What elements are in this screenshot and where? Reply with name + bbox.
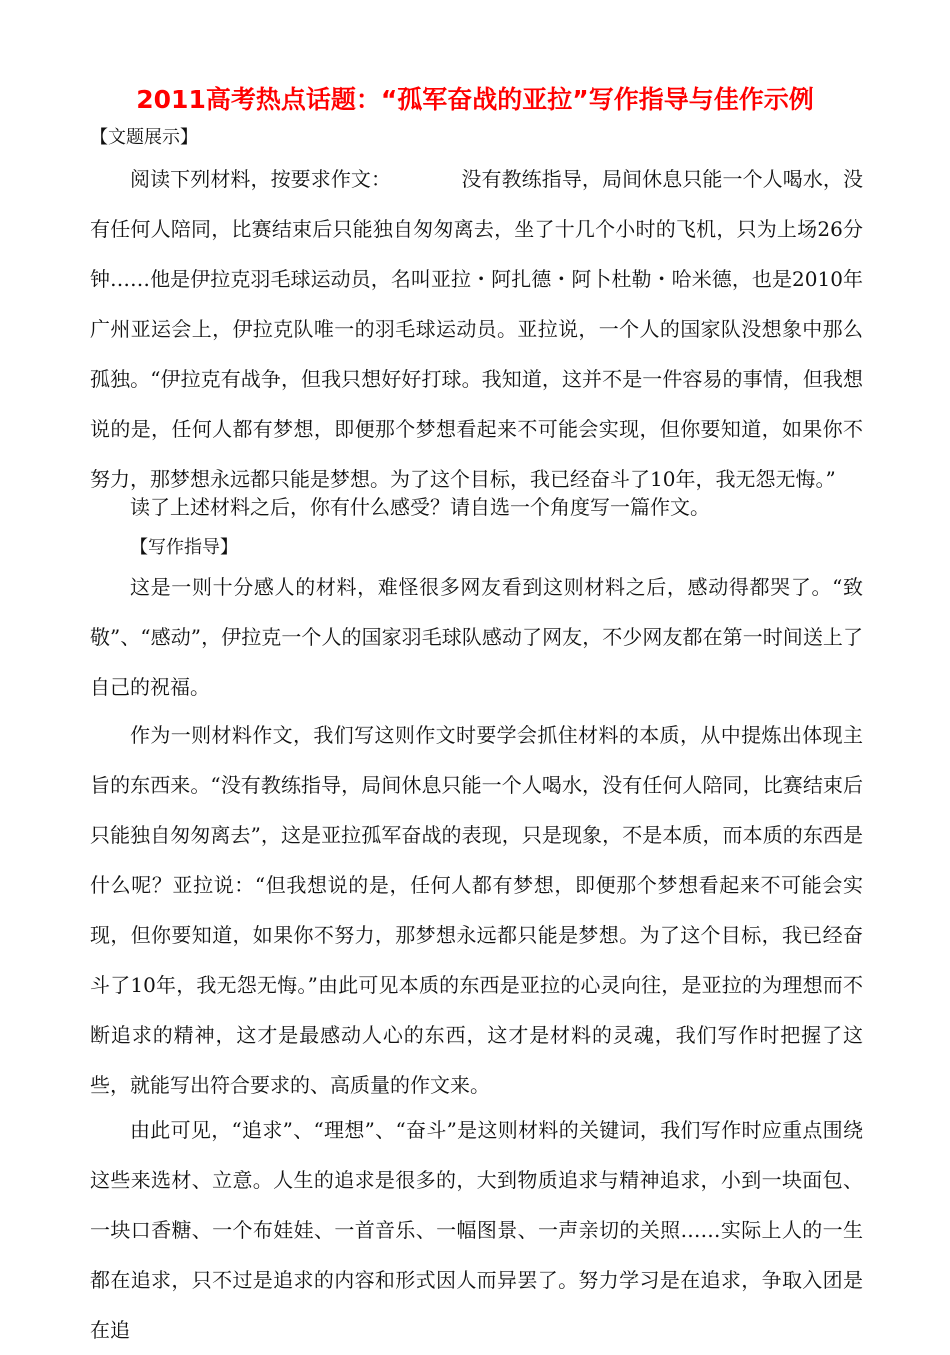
paragraph-instruction: 读了上述材料之后，你有什么感受？请自选一个角度写一篇作文。 [130,495,710,519]
paragraph-guide-1: 这是一则十分感人的材料，难怪很多网友看到这则材料之后，感动得都哭了。“致敬”、“感动”，伊拉克一个人的国家羽毛球队感动了网友，不少网友都在第一时间送上了自己的祝福。 [90,575,863,699]
document-title: 2011高考热点话题：“孤军奋战的亚拉”写作指导与佳作示例 [136,85,814,114]
paragraph-guide-2: 作为一则材料作文，我们写这则作文时要学会抓住材料的本质，从中提炼出体现主旨的东西来。“没有教练指导，局间休息只能一个人喝水，没有任何人陪同，比赛结束后只能独自匆匆离去”，这是亚拉孤军奋战的表现，只是现象，不是本质，而本质的东西是什么呢？亚拉说：“但我想说的是，任何人都有梦想，即便那个梦想看起来不可能会实现，但你要知道，如果你不努力，那梦想永远都只能是梦想。为了这个目标，我已经奋斗了10年，我无怨无悔。”由此可见本质的东西是亚拉的心灵向往，是亚拉的为理想而不断追求的精神，这才是最感动人心的东西，这才是材料的灵魂，我们写作时把握了这些，就能写出符合要求的、高质量的作文来。 [90,723,863,1097]
paragraph-material: 阅读下列材料，按要求作文： 没有教练指导，局间休息只能一个人喝水，没有任何人陪同，比赛结束后只能独自匆匆离去，坐了十几个小时的飞机，只为上场26分钟……他是伊拉克羽毛球运动员，名叫亚拉・阿扎德・阿卜杜勒・哈米德，也是2010年广州亚运会上，伊拉克队唯一的羽毛球运动员。亚拉说，一个人的国家队没想象中那么孤独。“伊拉克有战争，但我只想好好打球。我知道，这并不是一件容易的事情，但我想说的是，任何人都有梦想，即便那个梦想看起来不可能会实现，但你要知道，如果你不努力，那梦想永远都只能是梦想。为了这个目标，我已经奋斗了10年，我无怨无悔。” [90,167,863,491]
paragraph-guide-3: 由此可见，“追求”、“理想”、“奋斗”是这则材料的关键词，我们写作时应重点围绕这些来选材、立意。人生的追求是很多的，大到物质追求与精神追求，小到一块面包、一块口香糖、一个布娃娃、一首音乐、一幅图景、一声亲切的关照……实际上人的一生都在追求，只不过是追求的内容和形式因人而异罢了。努力学习是在追求，争取入团是在追 [90,1118,863,1342]
section-label-prompt: 【文题展示】 [90,127,198,148]
section-label-guide: 【写作指导】 [130,537,238,558]
